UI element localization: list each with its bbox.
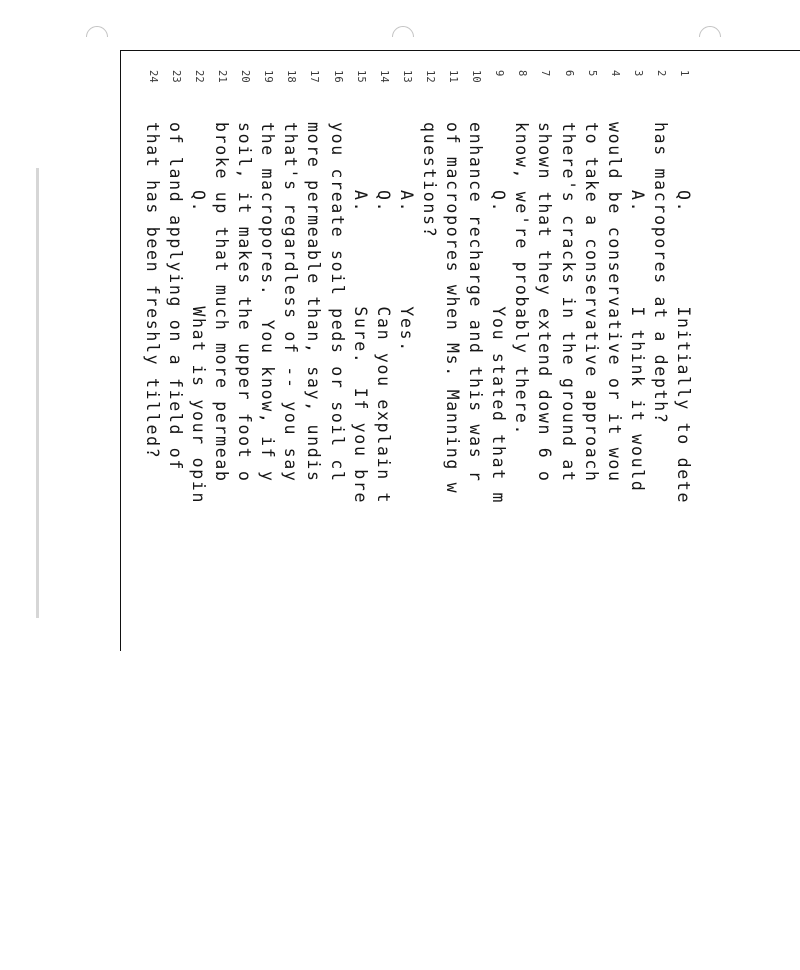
line-text: there's cracks in the ground at bbox=[558, 122, 578, 483]
transcript-line bbox=[372, 70, 395, 970]
transcript-line bbox=[487, 70, 510, 970]
transcript-line bbox=[672, 70, 695, 970]
transcript-line bbox=[533, 70, 556, 970]
line-number: 3 bbox=[631, 70, 644, 77]
line-text: A. Sure. If you bre bbox=[350, 190, 370, 505]
line-text: A. Yes. bbox=[396, 190, 416, 353]
line-text: broke up that much more permeab bbox=[212, 122, 232, 483]
transcript-line bbox=[279, 70, 302, 970]
line-text: Q. What is your opin bbox=[189, 190, 209, 505]
transcript-body bbox=[135, 70, 695, 970]
line-number: 9 bbox=[493, 70, 506, 77]
line-number: 24 bbox=[146, 70, 159, 83]
line-text: know, we're probably there. bbox=[512, 122, 532, 437]
line-text: Q. Initially to dete bbox=[674, 190, 693, 505]
line-text: to take a conservative approach bbox=[581, 122, 601, 483]
line-text: soil, it makes the upper foot o bbox=[235, 122, 255, 483]
punch-hole-center bbox=[392, 26, 414, 48]
line-text: would be conservative or it wou bbox=[604, 122, 624, 483]
transcript-line bbox=[141, 70, 164, 970]
transcript-line bbox=[649, 70, 672, 970]
line-text: shown that they extend down 6 o bbox=[535, 122, 555, 483]
transcript-line bbox=[302, 70, 325, 970]
line-text: of macropores when Ms. Manning w bbox=[443, 122, 463, 495]
line-number: 23 bbox=[169, 70, 182, 83]
transcript-line bbox=[580, 70, 603, 970]
transcript-line bbox=[164, 70, 187, 970]
line-number: 12 bbox=[423, 70, 436, 83]
line-number: 18 bbox=[285, 70, 298, 83]
line-number: 6 bbox=[562, 70, 575, 77]
line-text: the macropores. You know, if y bbox=[258, 122, 278, 483]
scan-margin-shadow bbox=[36, 168, 39, 618]
line-text: Q. Can you explain t bbox=[373, 190, 393, 505]
line-number: 4 bbox=[608, 70, 621, 77]
line-text: that's regardless of -- you say bbox=[281, 122, 301, 483]
line-number: 8 bbox=[516, 70, 529, 77]
line-number: 5 bbox=[585, 70, 598, 77]
transcript-line bbox=[395, 70, 418, 970]
line-number: 2 bbox=[654, 70, 667, 77]
line-number: 10 bbox=[470, 70, 483, 83]
line-text: Q. You stated that m bbox=[489, 190, 509, 505]
line-text: has macropores at a depth? bbox=[650, 122, 670, 425]
line-number: 20 bbox=[239, 70, 252, 83]
transcript-line bbox=[464, 70, 487, 970]
line-text: A. I think it would bbox=[627, 190, 647, 493]
line-number: 21 bbox=[216, 70, 229, 83]
line-number: 13 bbox=[400, 70, 413, 83]
line-number: 7 bbox=[539, 70, 552, 77]
transcript-line bbox=[233, 70, 256, 970]
transcript-line bbox=[626, 70, 649, 970]
line-number: 16 bbox=[331, 70, 344, 83]
transcript-line bbox=[556, 70, 579, 970]
line-number: 14 bbox=[377, 70, 390, 83]
punch-hole-right bbox=[699, 26, 721, 48]
line-text: of land applying on a field of bbox=[165, 122, 185, 472]
line-number: 15 bbox=[354, 70, 367, 83]
transcript-line bbox=[210, 70, 233, 970]
transcript-line bbox=[187, 70, 210, 970]
line-text: more permeable than, say, undis bbox=[304, 122, 324, 483]
transcript-line bbox=[256, 70, 279, 970]
line-text: questions? bbox=[419, 122, 439, 239]
line-number: 19 bbox=[262, 70, 275, 83]
transcript-line bbox=[326, 70, 349, 970]
transcript-line bbox=[603, 70, 626, 970]
transcript-line bbox=[441, 70, 464, 970]
line-number: 22 bbox=[193, 70, 206, 83]
transcript-line bbox=[349, 70, 372, 970]
line-text: you create soil peds or soil cl bbox=[327, 122, 347, 483]
line-text: that has been freshly tilled? bbox=[142, 122, 162, 460]
line-text: enhance recharge and this was r bbox=[466, 122, 486, 483]
punch-hole-left bbox=[86, 26, 108, 48]
line-number: 17 bbox=[308, 70, 321, 83]
transcript-line bbox=[418, 70, 441, 970]
transcript-line bbox=[510, 70, 533, 970]
line-number: 11 bbox=[447, 70, 460, 83]
line-number: 1 bbox=[678, 70, 690, 77]
